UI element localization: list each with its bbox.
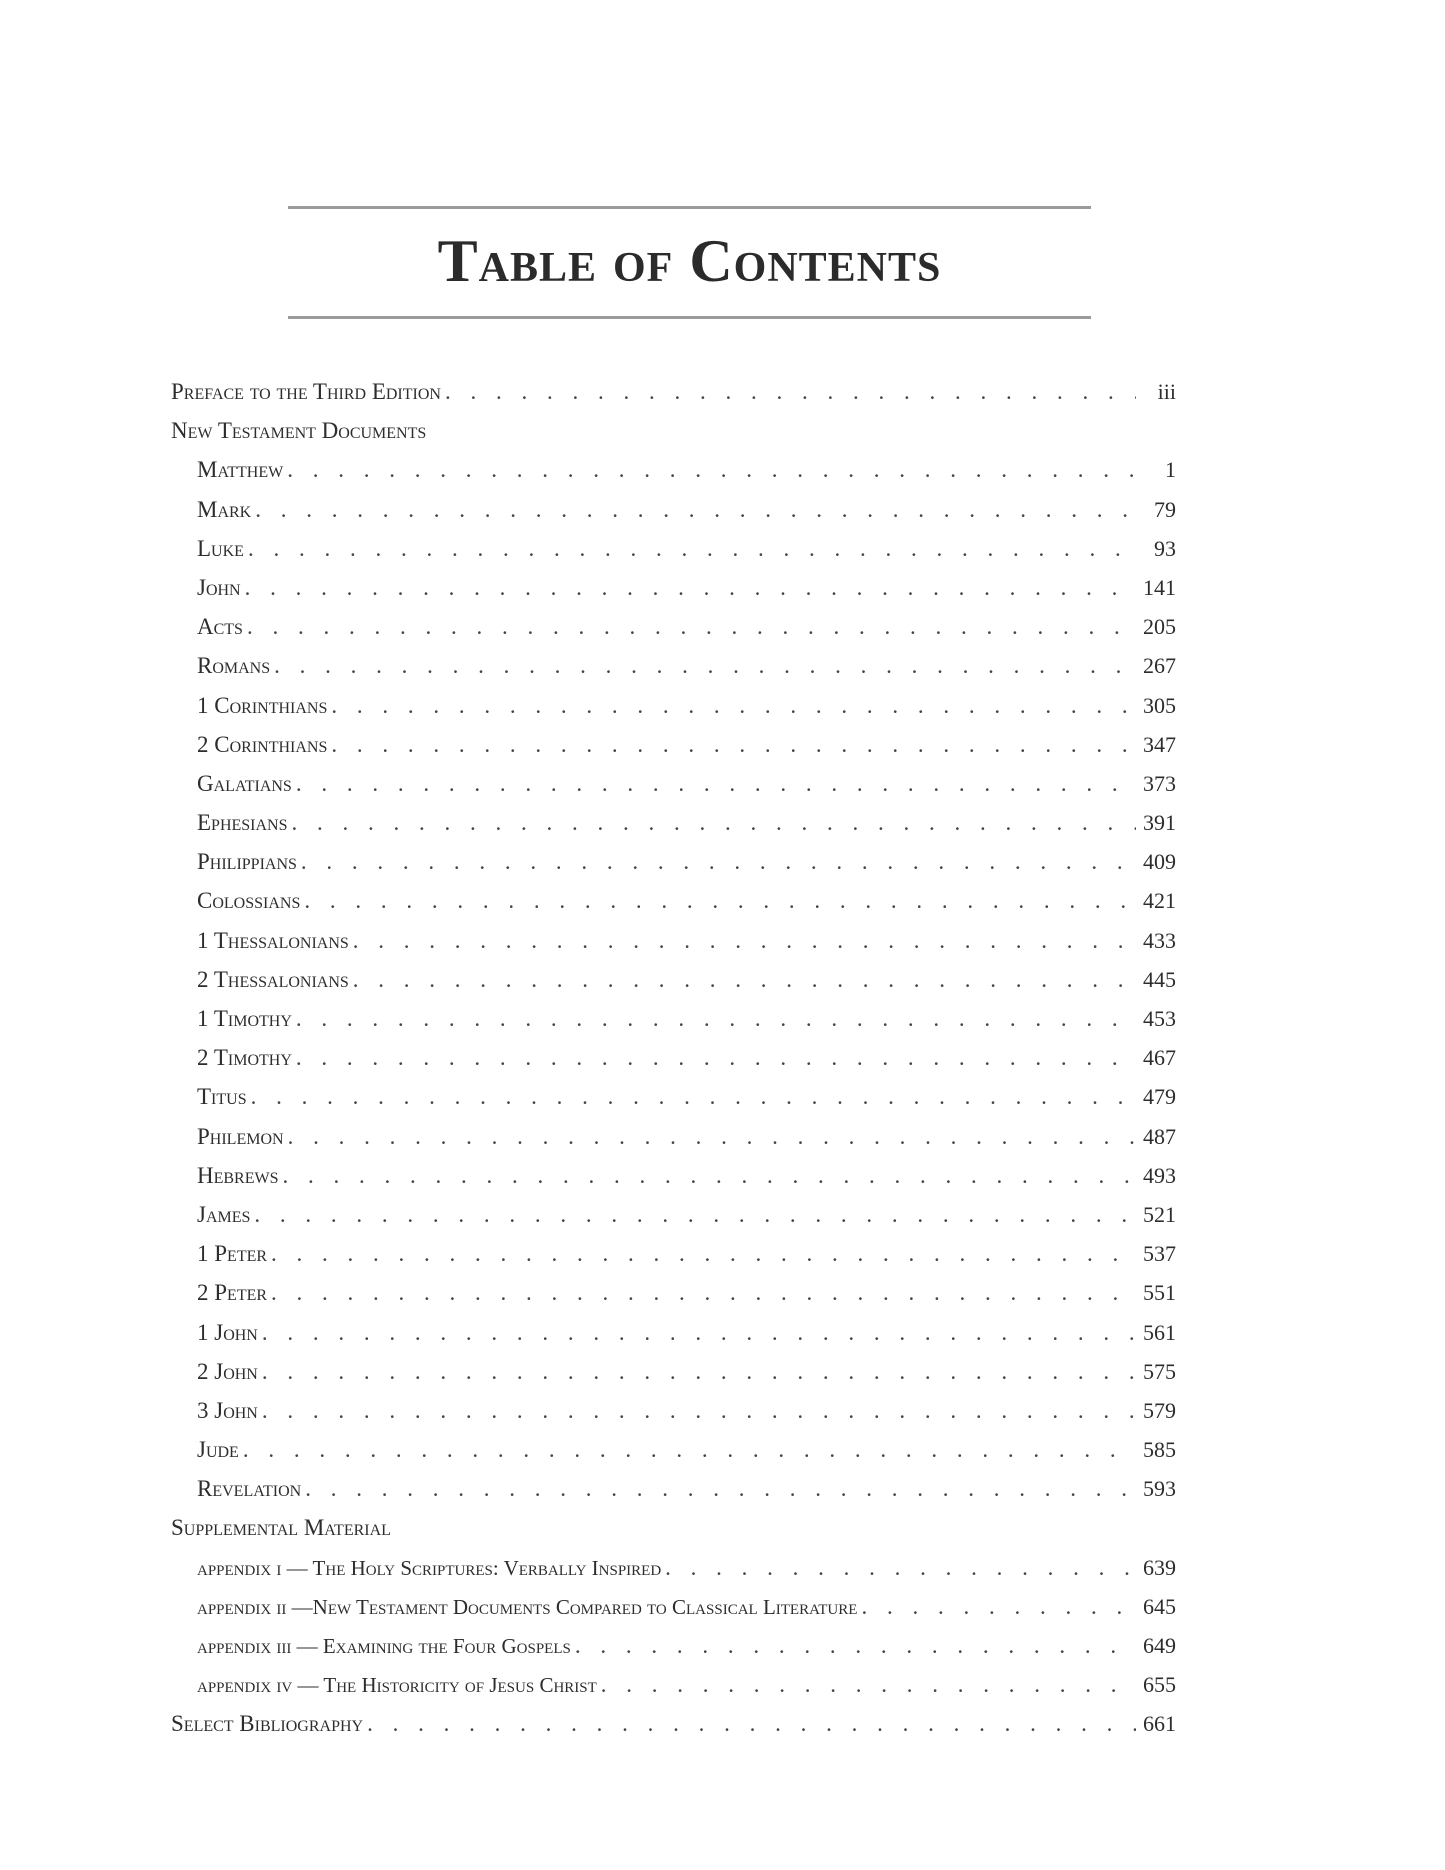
dot-leader	[248, 536, 1136, 562]
toc-entry-label: Luke	[197, 535, 244, 561]
toc-entry-label: 1 Thessalonians	[197, 927, 349, 953]
dot-leader	[445, 379, 1136, 405]
toc-entry	[171, 1594, 1176, 1633]
toc-page-number: 551	[1143, 1280, 1176, 1306]
toc-page-number: 445	[1143, 966, 1176, 992]
toc-page-number: 487	[1143, 1123, 1176, 1149]
toc-section-heading	[171, 1515, 1176, 1554]
toc-entry	[171, 928, 1176, 967]
toc-entry-label: Titus	[197, 1084, 247, 1110]
toc-entry	[171, 810, 1176, 849]
dot-leader	[254, 1202, 1136, 1228]
toc-entry	[171, 1555, 1176, 1594]
dot-leader	[367, 1711, 1136, 1737]
toc-entry	[171, 497, 1176, 536]
toc-entry-label: Philippians	[197, 849, 297, 875]
toc-entry-label: appendix ii —New Testament Documents Compared to Classical Literature	[197, 1594, 858, 1619]
toc-entry	[171, 1437, 1176, 1476]
toc-entry-label: James	[197, 1201, 251, 1227]
toc-page-number: 433	[1143, 927, 1176, 953]
toc-entry	[171, 379, 1176, 418]
toc-page-number: 537	[1143, 1241, 1176, 1267]
toc-page-number: 453	[1143, 1006, 1176, 1031]
toc-entry	[171, 732, 1176, 771]
toc-entry-label: Colossians	[197, 888, 301, 914]
toc-entry-label: 2 Timothy	[197, 1045, 292, 1071]
toc-entry-label: appendix i — The Holy Scriptures: Verbally Inspired	[197, 1555, 662, 1580]
dot-leader	[304, 888, 1136, 914]
toc-entry-label: 1 Corinthians	[197, 692, 328, 718]
toc-page-number: iii	[1157, 379, 1176, 404]
dot-leader	[331, 693, 1136, 719]
toc-page-number: 655	[1143, 1672, 1176, 1698]
page-title: Table of Contents	[437, 228, 942, 294]
toc-page-number: 1	[1165, 457, 1176, 483]
toc-entry-label: 1 Timothy	[197, 1006, 292, 1031]
toc-entry-label: Revelation	[197, 1476, 302, 1502]
toc-entry-label: 2 Corinthians	[197, 731, 328, 757]
toc-page-number: 141	[1143, 574, 1176, 600]
dot-leader	[251, 1084, 1136, 1110]
dot-leader	[296, 1045, 1136, 1071]
toc-entry	[171, 1633, 1176, 1672]
toc-entry	[171, 614, 1176, 653]
dot-leader	[861, 1594, 1136, 1620]
title-rule-bottom	[288, 316, 1091, 319]
toc-entry-label: Acts	[197, 614, 243, 640]
toc-entry-label: Romans	[197, 653, 271, 679]
toc-page-number: 575	[1143, 1358, 1176, 1384]
toc-entry	[171, 1672, 1176, 1711]
toc-entry-label: 2 John	[197, 1358, 258, 1384]
toc-page-number: 585	[1143, 1437, 1176, 1463]
toc-entry	[171, 849, 1176, 888]
dot-leader	[292, 810, 1136, 836]
dot-leader	[353, 967, 1136, 993]
toc-entry-label: Select Bibliography	[171, 1711, 364, 1737]
dot-leader	[271, 1280, 1136, 1306]
dot-leader	[245, 575, 1136, 601]
toc-entry	[171, 1006, 1176, 1045]
dot-leader	[288, 1124, 1136, 1150]
dot-leader	[301, 849, 1136, 875]
toc-entry-label: Mark	[197, 496, 252, 522]
toc-page-number: 391	[1143, 810, 1176, 836]
toc-page-number: 373	[1143, 770, 1176, 796]
toc-entry-label: 1 John	[197, 1319, 258, 1345]
toc-entry-label: 3 John	[197, 1397, 258, 1423]
toc-entry-label: Jude	[197, 1437, 239, 1463]
toc-page-number: 205	[1143, 614, 1176, 640]
toc-page-number: 467	[1143, 1045, 1176, 1071]
dot-leader	[271, 1241, 1136, 1267]
toc-entry-label: Supplemental Material	[171, 1515, 391, 1541]
dot-leader	[665, 1555, 1136, 1581]
toc-entry-label: 1 Peter	[197, 1241, 268, 1267]
toc-page-number: 305	[1143, 692, 1176, 718]
toc-entry-label: Ephesians	[197, 810, 288, 836]
toc-page-number: 409	[1143, 849, 1176, 875]
toc-entry	[171, 1124, 1176, 1163]
toc-section-heading	[171, 418, 1176, 457]
toc-page-number: 649	[1143, 1633, 1176, 1658]
toc-entry	[171, 888, 1176, 927]
dot-leader	[287, 457, 1136, 483]
toc-entry	[171, 653, 1176, 692]
toc-entry-label: 2 Thessalonians	[197, 966, 349, 992]
toc-entry	[171, 1711, 1176, 1750]
toc-page-number: 521	[1143, 1201, 1176, 1227]
toc-entry	[171, 457, 1176, 496]
toc-entry	[171, 1163, 1176, 1202]
toc-entry-label: Preface to the Third Edition	[171, 379, 441, 404]
dot-leader	[353, 928, 1136, 954]
toc-entry	[171, 693, 1176, 732]
dot-leader	[331, 732, 1136, 758]
table-of-contents	[171, 379, 1176, 1751]
toc-entry	[171, 1241, 1176, 1280]
toc-entry	[171, 1476, 1176, 1515]
title-rule-top	[288, 206, 1091, 209]
toc-entry	[171, 1202, 1176, 1241]
toc-page-number: 593	[1143, 1476, 1176, 1502]
toc-entry	[171, 575, 1176, 614]
dot-leader	[243, 1437, 1136, 1463]
toc-page-number: 661	[1143, 1711, 1176, 1737]
toc-entry-label: John	[197, 574, 241, 600]
toc-page-number: 347	[1143, 731, 1176, 757]
toc-entry	[171, 1398, 1176, 1437]
toc-entry-label: appendix iv — The Historicity of Jesus Christ	[197, 1673, 597, 1698]
toc-entry-label: appendix iii — Examining the Four Gospels	[197, 1634, 571, 1658]
toc-entry	[171, 967, 1176, 1006]
toc-entry-label: Philemon	[197, 1123, 284, 1149]
dot-leader	[305, 1476, 1136, 1502]
dot-leader	[601, 1672, 1136, 1698]
toc-entry	[171, 1320, 1176, 1359]
toc-page-number: 267	[1143, 653, 1176, 679]
toc-page-number: 479	[1143, 1084, 1176, 1110]
dot-leader	[262, 1398, 1136, 1424]
toc-page-number: 645	[1143, 1593, 1176, 1619]
toc-entry-label: Matthew	[197, 457, 284, 483]
toc-entry	[171, 1084, 1176, 1123]
toc-entry	[171, 771, 1176, 810]
toc-page-number: 421	[1143, 888, 1176, 914]
toc-page-number: 493	[1143, 1162, 1176, 1188]
toc-page-number: 93	[1154, 535, 1176, 561]
toc-entry-label: Galatians	[197, 770, 292, 796]
toc-entry-label: New Testament Documents	[171, 418, 427, 444]
toc-page-number: 639	[1143, 1554, 1176, 1580]
dot-leader	[296, 771, 1136, 797]
dot-leader	[575, 1633, 1136, 1659]
toc-entry	[171, 1359, 1176, 1398]
dot-leader	[262, 1359, 1136, 1385]
toc-page-number: 561	[1143, 1319, 1176, 1345]
dot-leader	[274, 653, 1136, 679]
toc-entry-label: Hebrews	[197, 1162, 279, 1188]
dot-leader	[262, 1320, 1136, 1346]
toc-page-number: 79	[1154, 496, 1176, 522]
toc-entry	[171, 1045, 1176, 1084]
toc-page-number: 579	[1143, 1397, 1176, 1423]
dot-leader	[247, 614, 1136, 640]
toc-entry-label: 2 Peter	[197, 1280, 268, 1306]
dot-leader	[296, 1006, 1136, 1032]
dot-leader	[283, 1163, 1136, 1189]
dot-leader	[255, 497, 1136, 523]
toc-entry	[171, 1280, 1176, 1319]
toc-entry	[171, 536, 1176, 575]
